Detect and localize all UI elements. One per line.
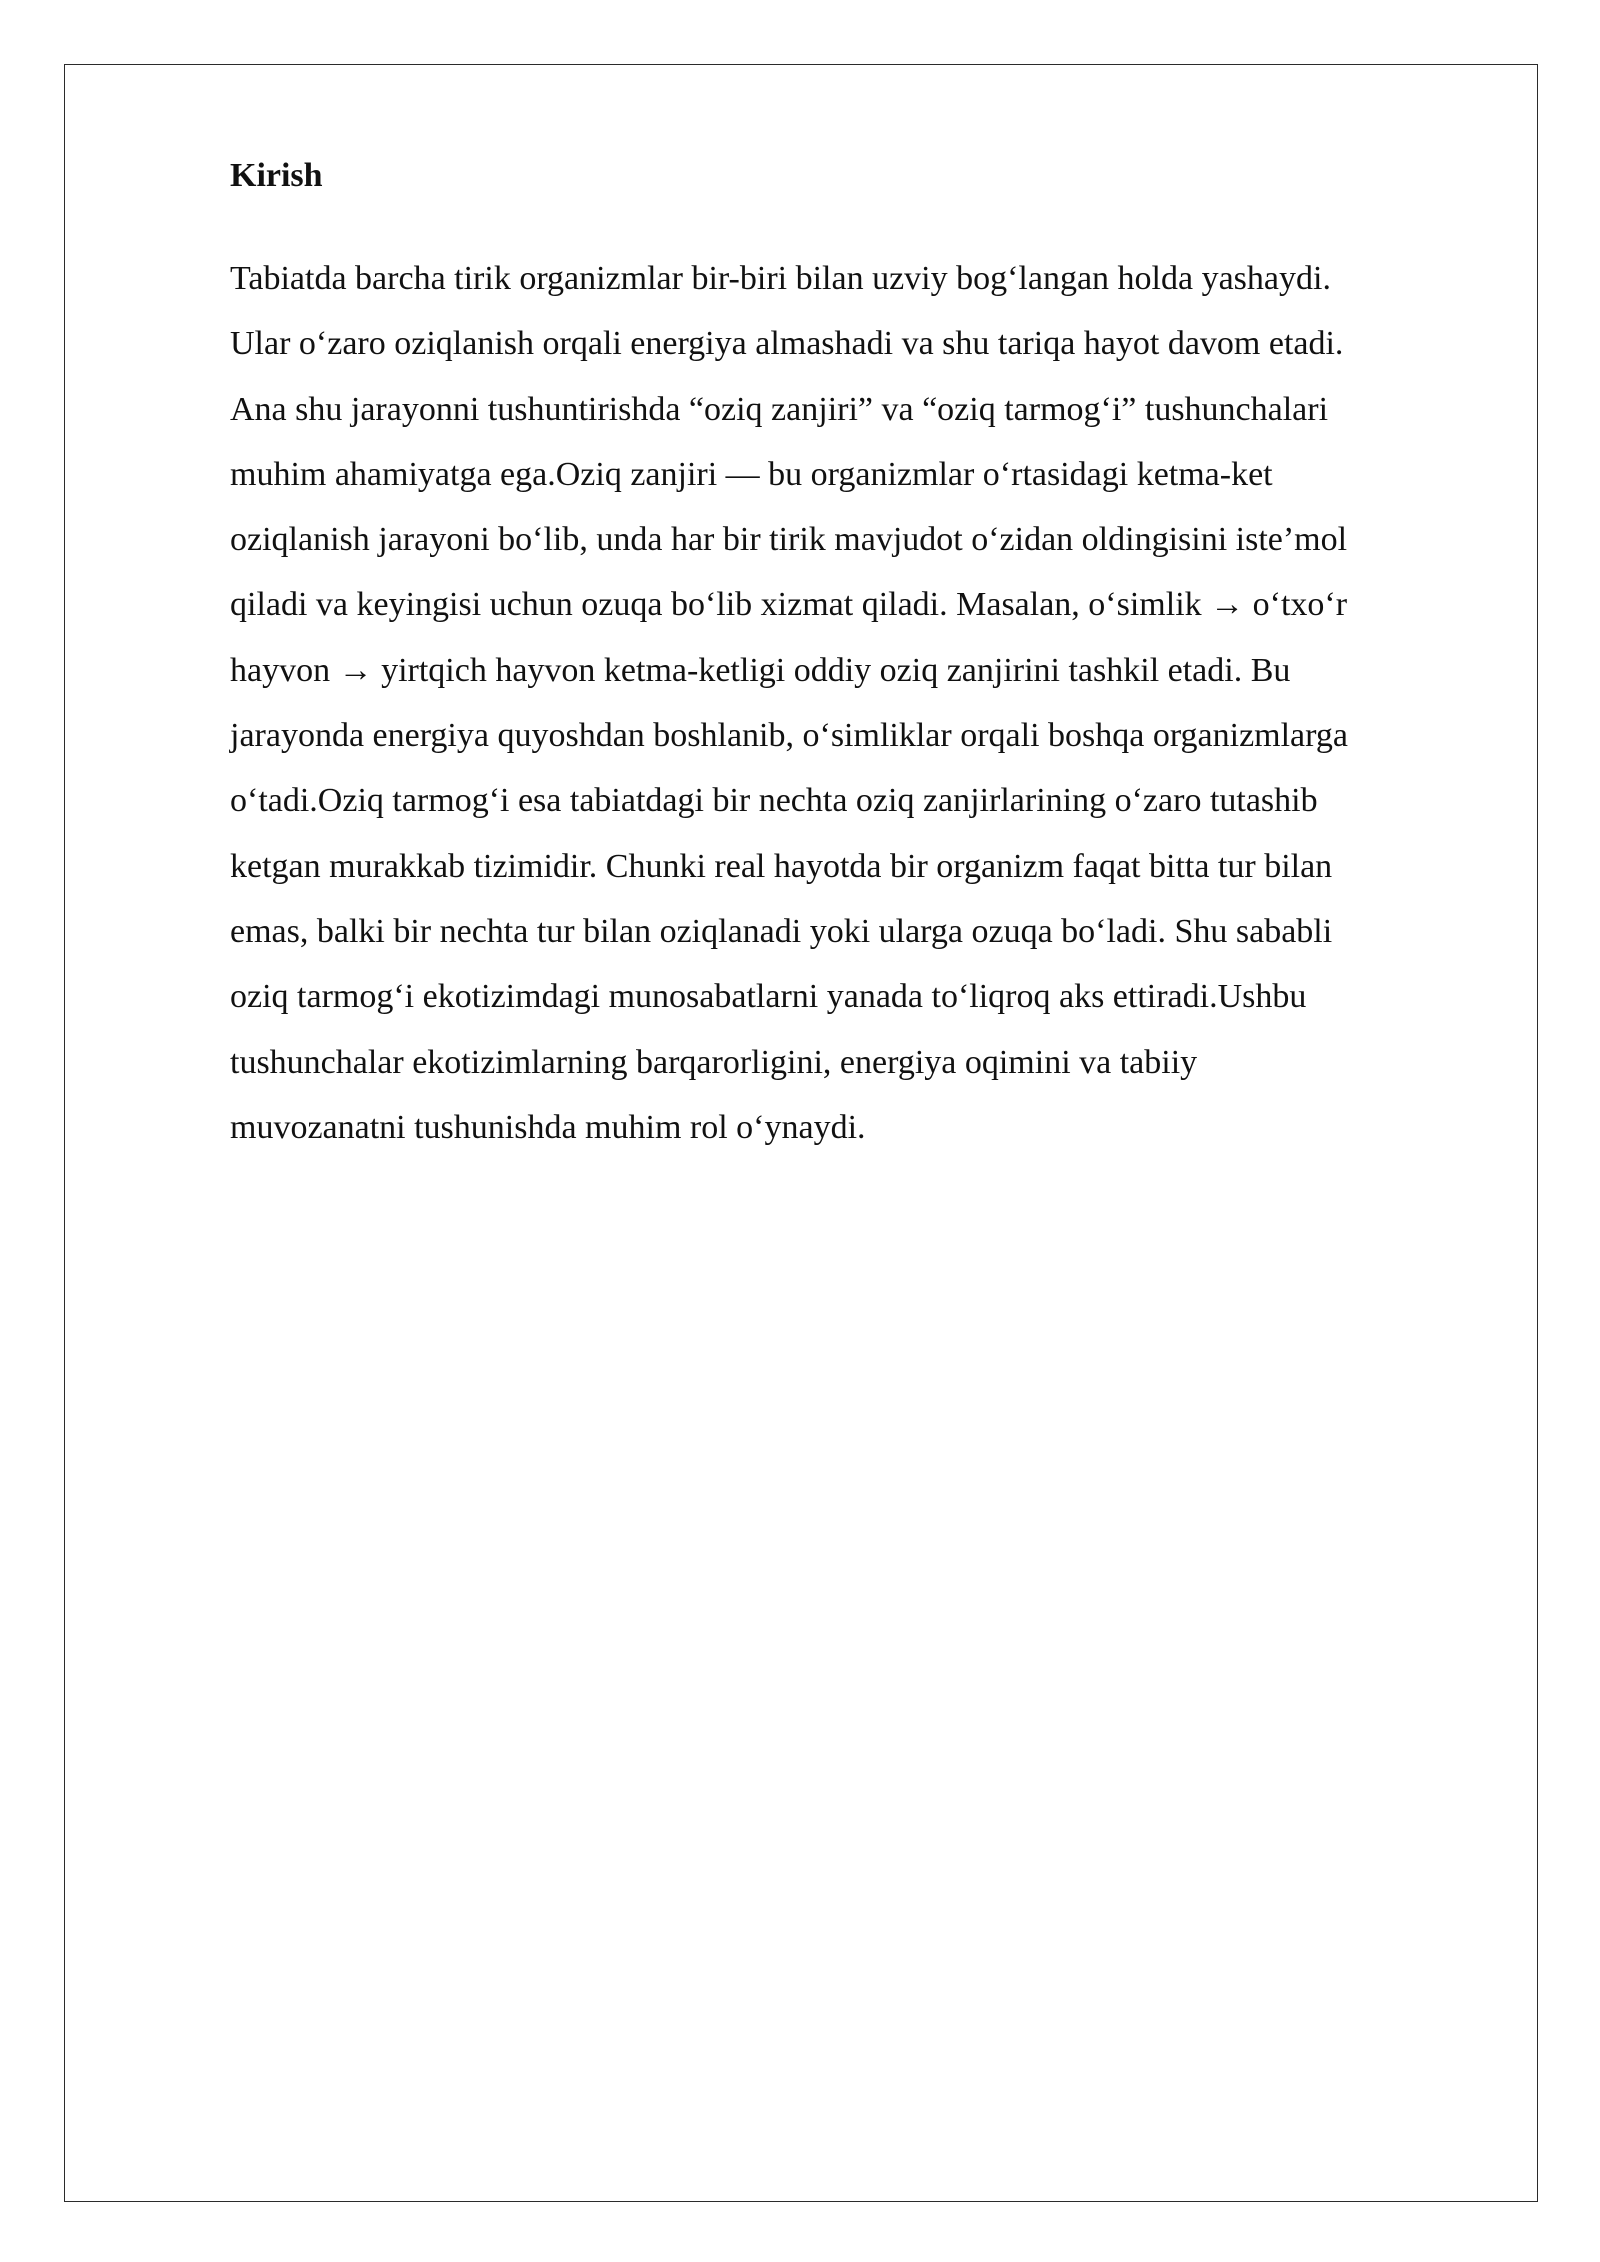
paragraph-line: Ular o‘zaro oziqlanish orqali energiya almashadi va shu tariqa hayot davom etadi. — [230, 325, 1344, 363]
paragraph-line: oziqlanish jarayoni bo‘lib, unda har bir tirik mavjudot o‘zidan oldingisini iste’mol — [230, 521, 1348, 559]
paragraph-line: muhim ahamiyatga ega.Oziq zanjiri — bu organizmlar o‘rtasidagi ketma-ket — [230, 455, 1273, 493]
paragraph-line: Tabiatda barcha tirik organizmlar bir-biri bilan uzviy bog‘langan holda yashaydi. — [230, 260, 1331, 297]
paragraph-line: o‘tadi.Oziq tarmog‘i esa tabiatdagi bir nechta oziq zanjirlarining o‘zaro tutashib — [230, 782, 1318, 820]
paragraph-line: muvozanatni tushunishda muhim rol o‘ynaydi. — [230, 1108, 866, 1146]
paragraph-line: hayvon → yirtqich hayvon ketma-ketligi oddiy oziq zanjirini tashkil etadi. Bu — [230, 651, 1291, 689]
paragraph-line: oziq tarmog‘i ekotizimdagi munosabatlarni yanada to‘liqroq aks ettiradi.Ushbu — [230, 978, 1307, 1016]
paragraph-line: Ana shu jarayonni tushuntirishda “oziq zanjiri” va “oziq tarmog‘i” tushunchalari — [230, 390, 1329, 428]
intro-paragraph — [230, 246, 1470, 1160]
paragraph-line: emas, balki bir nechta tur bilan oziqlanadi yoki ularga ozuqa bo‘ladi. Shu sababli — [230, 912, 1333, 950]
paragraph-line: ketgan murakkab tizimidir. Chunki real hayotda bir organizm faqat bitta tur bilan — [230, 847, 1333, 885]
paragraph-line: tushunchalar ekotizimlarning barqarorligini, energiya oqimini va tabiiy — [230, 1043, 1198, 1081]
section-heading: Kirish — [230, 157, 323, 194]
paragraph-line: qiladi va keyingisi uchun ozuqa bo‘lib xizmat qiladi. Masalan, o‘simlik → o‘txo‘r — [230, 586, 1348, 624]
document-content — [230, 150, 1470, 1160]
paragraph-line: jarayonda energiya quyoshdan boshlanib, o‘simliklar orqali boshqa organizmlarga — [230, 717, 1348, 755]
